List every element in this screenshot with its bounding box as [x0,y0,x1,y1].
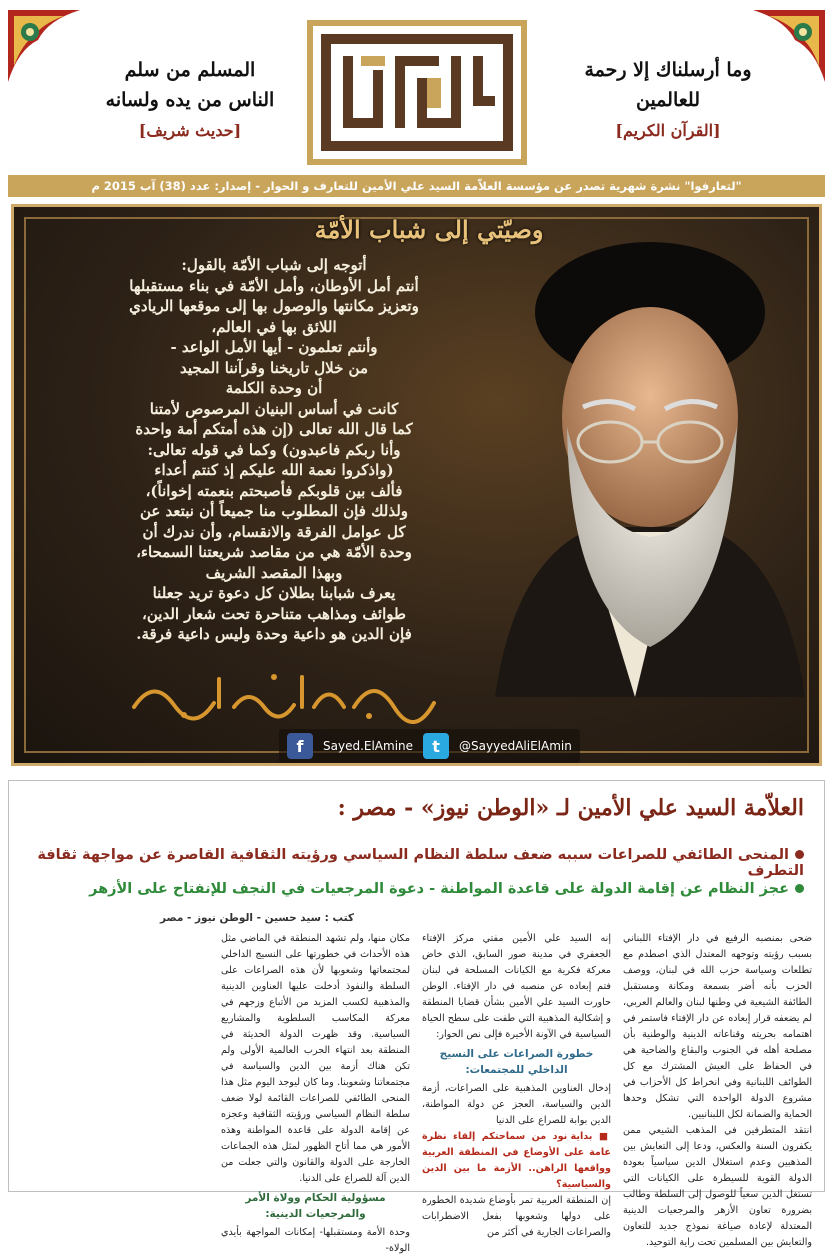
bullet-icon [795,884,804,893]
quran-quote [558,55,778,140]
poem-line: أن وحدة الكلمة [225,379,323,397]
quote-source: [القرآن الكريم] [615,121,721,140]
twitter-icon[interactable]: t [423,733,449,759]
quote-line: المسلم من سلم [124,59,256,81]
poem-line: أتوجه إلى شباب الأمّة بالقول: [181,256,367,274]
column-text: إدخال العناوين المذهبية على الصراعات، أزمة الدين والسياسة، العجز عن دولة المواطنة، الدين بوابة للصراع على الدنيا [422,1083,611,1126]
article-subheading [24,881,804,897]
poem-text [64,255,484,645]
article-columns [19,931,812,1254]
poem-line: كما قال الله تعالى (إن هذه أمتكم أمة واحدة [135,420,413,438]
facebook-icon[interactable]: f [287,733,313,759]
column-text: إنه السيد علي الأمين مفتي مركز الإفتاء الجعفري في مدينة صور السابق، الذي خاض معركة فكرية مع الكيانات المسلحة في لبنان فتم إبعاده عن منصبه في دار الإفتاء. الوطن حاورت السيد علي الأمين بشأن قضايا المنطقة و إشكالية المذهبية التي طفت على سطح الحياة السياسية في الآونة الأخيرة فإلى نص الحوار: [422,933,611,1040]
quote-line: وما أرسلناك إلا رحمة [584,59,752,81]
header [0,0,833,175]
facebook-handle[interactable]: Sayed.ElAmine [323,739,414,753]
ornament-icon [8,10,80,82]
quote-source: [حديث شريف] [138,121,242,140]
poem-line: طوائف ومذاهب متناحرة تحت شعار الدين، [142,604,406,623]
quote-line: للعالمين [635,89,700,111]
hadith-quote [80,55,300,140]
newsletter-logo [307,20,527,165]
article-subheading [24,847,804,879]
quote-line: الناس من يده ولسانه [105,89,275,111]
poem-line: وأنا ربكم فاعبدون) وكما في قوله تعالى: [147,440,401,459]
column-text: إن المنطقة العربية تمر بأوضاع شديدة الخطورة على دولها وشعوبها بفعل الاضطرابات والصراعات الجارية في أكثر من [422,1195,611,1238]
poem-line: فإن الدين هو داعية وحدة وليس داعية فرقة. [136,625,412,643]
poem-line: فألف بين قلوبكم فأصبحتم بنعمته إخواناً)، [145,481,403,500]
poem-line: (واذكروا نعمة الله عليكم إذ كنتم أعداء [154,461,394,479]
column-text: ضحى بمنصبه الرفيع في دار الإفتاء اللبناني بسبب رؤيته وتوجهه المعتدل الذي اصطدم مع تطلعات وسياسة حزب الله في لبنان، ووصف الحزب بأنه أضر بسمعة ومكانة ومستقبل الطائفة الشيعية في وطنها لبنان والعالم العربي، لم يضعفه قرار إبعاده عن دار الإفتاء فاستمر في اهتمامه بحريته وقناعاته الدينية والوطنية بأن مصلحة أهله في الجنوب والبقاع والضاحية هي في الحفاظ على العيش المشترك مع كل الطوائف اللبنانية وفي انخراط كل الأحزاب في مشروع الدولة الواحدة التي تشكل وحدها الحماية والضمانة لكل اللبنانيين. انتقد المتطرفين في المذهب الشيعي ممن يكفرون السنة والعكس، ودعا إلى التعايش بين المذهبين وعدم استغلال الدين سياسياً بعودة الدولة القوية للسيطرة على الكيانات التي تستغل الدين سعياً للوصول إلى السلطة وطالب بضرورة تعاون الأزهر والمرجعيات الدينية المعتدلة لإعادة صياغة نموذج جديد للتعاون والتعايش بين المسلمين تحت راية التوحيد. [623,933,812,1248]
article-column [623,931,812,1248]
poem-line: يعرف شبابنا بطلان كل دعوة تريد جعلنا [152,584,396,602]
poem-line: كل عوامل الفرقة والانقسام، وأن ندرك أن [142,522,406,541]
poem-line: من خلال تاريخنا وقرآننا المجيد [179,358,369,377]
poem-line: ولذلك فإن المطلوب منا جميعاً أن نبتعد عن [139,502,409,520]
article-column [29,931,209,1189]
poem-line: وأنتم تعلمون - أيها الأمل الواعد - [170,338,378,356]
feature-title: وصيّتي إلى شباب الأمّة [314,215,544,244]
poem-line: وبهذا المقصد الشريف [205,563,343,582]
calligraphy-signature [124,667,444,722]
poem-line: اللائق بها في العالم، [211,317,337,336]
poem-line: وحدة الأمّة هي من مقاصد شريعتنا السمحاء، [136,543,412,561]
article-title: العلاّمة السيد علي الأمين لـ «الوطن نيوز» - مصر : [337,795,804,821]
square-bullet-icon: ■ [592,1131,612,1142]
twitter-handle[interactable]: @SayyedAliElAmin [459,739,572,753]
byline: كتب : سيد حسين - الوطن نيوز - مصر [159,912,354,924]
poem-line: وتعزيز مكانتها والوصول بها إلى موقعها الريادي [129,297,419,315]
social-links [279,729,580,763]
poem-line: أنتم أمل الأوطان، وأمل الأمّة في بناء مستقبلها [129,276,419,295]
feature-panel [11,204,822,766]
column-heading: مسؤولية الحكام وولاة الأمر والمرجعيات الدينية: [245,1192,386,1220]
column-text: وحدة الأمة ومستقبلها- إمكانات المواجهة بأيدي الولاة- [221,1227,410,1254]
article-column [422,931,612,1238]
subheading-text: المنحى الطائفي للصراعات سببه ضعف سلطة النظام السياسي ورؤيته الثقافية القاصرة عن مواجهة ثقافة التطرف [37,847,804,879]
portrait-image [475,227,805,697]
question-block [422,1129,611,1193]
issue-info-bar: "لتعارفوا" نشرة شهرية تصدر عن مؤسسة العلاّمة السيد علي الأمين للتعارف و الحوار - إصدار: عدد (38) آب 2015 م [8,175,825,197]
subheading-text: عجز النظام عن إقامة الدولة على قاعدة المواطنة - دعوة المرجعيات في النجف للإنفتاح على الأزهر [89,881,789,897]
interview-article [8,780,825,1254]
column-text: مكان منها، ولم تشهد المنطقة في الماضي مثل هذه الأحداث في خطورتها على النسيج الداخلي لمجتمعاتها وشعوبها لأن هذه الصراعات على السلطة والنفوذ أدخلت عليها العناوين الدينية والمذهبية لكسب المزيد من الأتباع وزجهم في معركة المكاسب السلطوية والمشاريع السياسية. وقد ظهرت الدولة الحديثة في المنطقة بعد انتهاء الحرب العالمية الأولى ولم تكن هناك أزمة بين الدين والسياسة في مجتمعاتنا وشعوبنا. وما كان ليوجد اليوم مثل هذا المنحى الطائفي للصراعات القائمة لولا ضعف سلطة النظام السياسي ورؤيته الثقافية وعجزه عن إقامة الدولة على قاعدة المواطنة وهذه الأمور هي مما أتاح الظهور لمثل هذه الجماعات الخارجة على الدولة والقانون والتي جعلت من الدين آلة للصراع على الدنيا. [221,933,410,1184]
article-column [221,931,410,1254]
poem-line: كانت في أساس البنيان المرصوص لأمتنا [149,399,399,418]
column-heading: خطورة الصراعات على النسيج الداخلي للمجتمعات: [439,1048,594,1076]
bullet-icon [795,850,804,859]
question-text: بداية نود من سماحتكم إلقاء نظرة عامة على الأوضاع في المنطقة العربية وواقعها الراهن.. الأزمة ما بين الدين والسياسية؟ [422,1131,611,1190]
